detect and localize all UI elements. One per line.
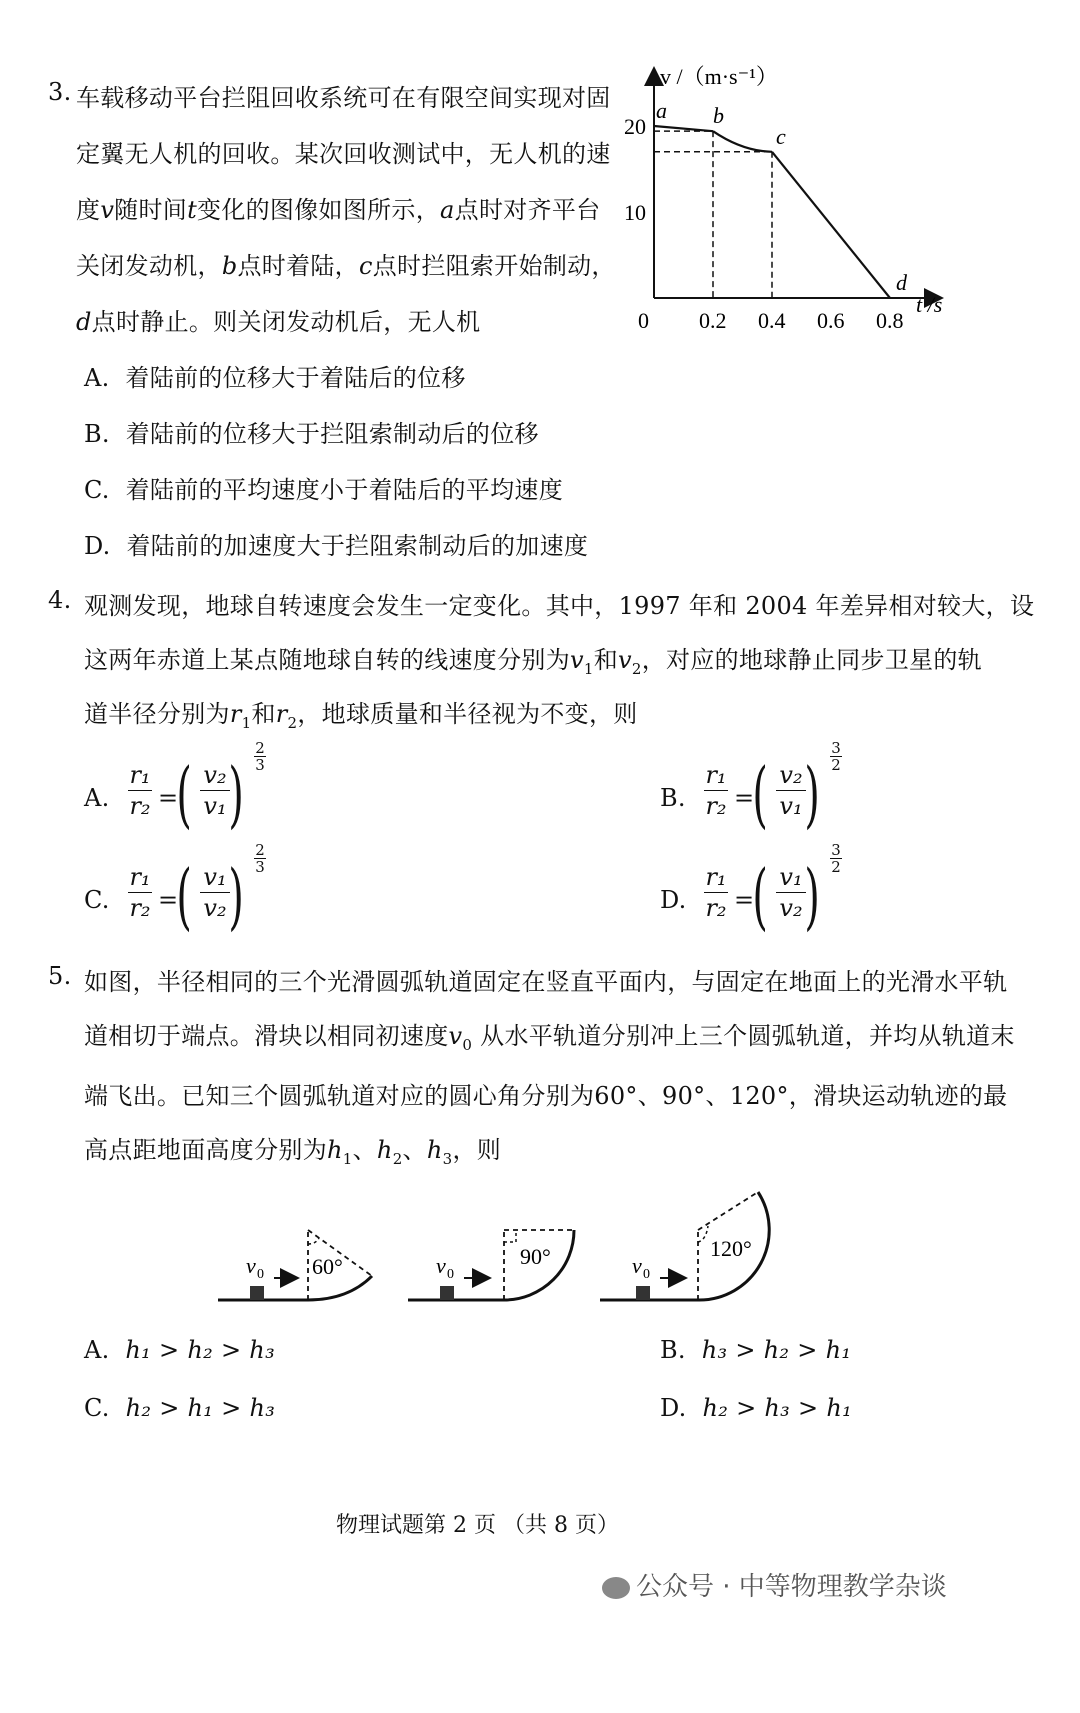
q3-number: 3. [48, 78, 72, 106]
q5-number: 5. [48, 962, 72, 990]
q5-option-a: A. h₁ > h₂ > h₃ [84, 1336, 275, 1364]
slider-block [636, 1286, 650, 1300]
x-tick-label: 0.8 [876, 308, 904, 333]
point-label-b: b [713, 103, 724, 129]
y-tick-label: 10 [624, 200, 646, 225]
q3-line5: d点时静止。则关闭发动机后，无人机 [76, 308, 481, 336]
q4-line2: 这两年赤道上某点随地球自转的线速度分别为$v_1$和$v_2$，对应的地球静止同步卫星的轨 [84, 646, 982, 678]
q5-line4: 高点距地面高度分别为$h_1$、$h_2$、$h_3$，则 [84, 1136, 502, 1168]
slider-block [440, 1286, 454, 1300]
q4-option-b: B. r₁ r₂ = ( v₂ v₁ ) 3 2 [660, 739, 841, 836]
q5-option-d: D. h₂ > h₃ > h₁ [660, 1394, 853, 1422]
point-label-c: c [776, 123, 786, 149]
q3-option-d: D. 着陆前的加速度大于拦阻索制动后的加速度 [84, 532, 589, 560]
q5-line3: 端飞出。已知三个圆弧轨道对应的圆心角分别为60°、90°、120°，滑块运动轨迹的最 [84, 1082, 1008, 1110]
svg-text:v: v [436, 1253, 446, 1278]
v0-label: v [246, 1253, 256, 1278]
angle-60-label: 60° [312, 1254, 343, 1279]
velocity-time-chart [624, 40, 960, 340]
q5-line1: 如图，半径相同的三个光滑圆弧轨道固定在竖直平面内，与固定在地面上的光滑水平轨 [84, 968, 1008, 996]
x-tick-label: 0.6 [817, 308, 845, 333]
svg-text:0: 0 [447, 1267, 454, 1282]
x-axis-label: t /s [916, 292, 943, 317]
q3-option-c: C. 着陆前的平均速度小于着陆后的平均速度 [84, 476, 564, 504]
q5-option-b: B. h₃ > h₂ > h₁ [660, 1336, 852, 1364]
q4-number: 4. [48, 586, 72, 614]
arc-track-diagrams [210, 1180, 990, 1340]
q4-line1: 观测发现，地球自转速度会发生一定变化。其中，1997 年和 2004 年差异相对较大，设 [84, 592, 1035, 620]
wechat-icon [602, 1577, 630, 1599]
series-segment-cd [772, 152, 890, 298]
q4-line3: 道半径分别为$r_1$和$r_2$，地球质量和半径视为不变，则 [84, 700, 638, 732]
track-60-degree [218, 1230, 372, 1300]
q3-line1: 车载移动平台拦阻回收系统可在有限空间实现对固 [76, 84, 611, 112]
q3-option-a: A. 着陆前的位移大于着陆后的位移 [84, 364, 466, 392]
y-tick-label: 20 [624, 114, 646, 139]
q3-line3: 度v随时间t变化的图像如图所示，a点时对齐平台 [76, 196, 601, 224]
angle-120-label: 120° [710, 1236, 752, 1261]
slider-block [250, 1286, 264, 1300]
svg-text:0: 0 [257, 1267, 264, 1282]
point-label-a: a [656, 98, 667, 123]
q4-option-a: A. r₁ r₂ = ( v₂ v₁ ) 2 3 [84, 739, 265, 836]
page-footer: 物理试题第 2 页 （共 8 页） [336, 1513, 619, 1538]
series-segment-ab [654, 126, 713, 131]
q5-line2: 道相切于端点。滑块以相同初速度$v_0$ 从水平轨道分别冲上三个圆弧轨道，并均从轨道末 [84, 1022, 1015, 1054]
q3-option-b: B. 着陆前的位移大于拦阻索制动后的位移 [84, 420, 539, 448]
q4-option-c: C. r₁ r₂ = ( v₁ v₂ ) 2 3 [84, 841, 265, 938]
x-tick-label: 0.2 [699, 308, 727, 333]
x-tick-label: 0.4 [758, 308, 786, 333]
q3-line2: 定翼无人机的回收。某次回收测试中，无人机的速 [76, 140, 611, 168]
y-axis-label: v /（m·s⁻¹） [660, 64, 778, 89]
point-label-d: d [896, 270, 907, 295]
svg-text:v: v [632, 1253, 642, 1278]
series-segment-bc [713, 131, 772, 152]
q5-option-c: C. h₂ > h₁ > h₃ [84, 1394, 276, 1422]
q3-line4: 关闭发动机，b点时着陆，c点时拦阻索开始制动， [76, 252, 616, 280]
watermark: 公众号 · 中等物理教学杂谈 [602, 1566, 947, 1603]
svg-text:0: 0 [643, 1267, 650, 1282]
q4-option-d: D. r₁ r₂ = ( v₁ v₂ ) 3 2 [660, 841, 841, 938]
angle-90-label: 90° [520, 1244, 551, 1269]
x-tick-label: 0 [638, 308, 649, 333]
